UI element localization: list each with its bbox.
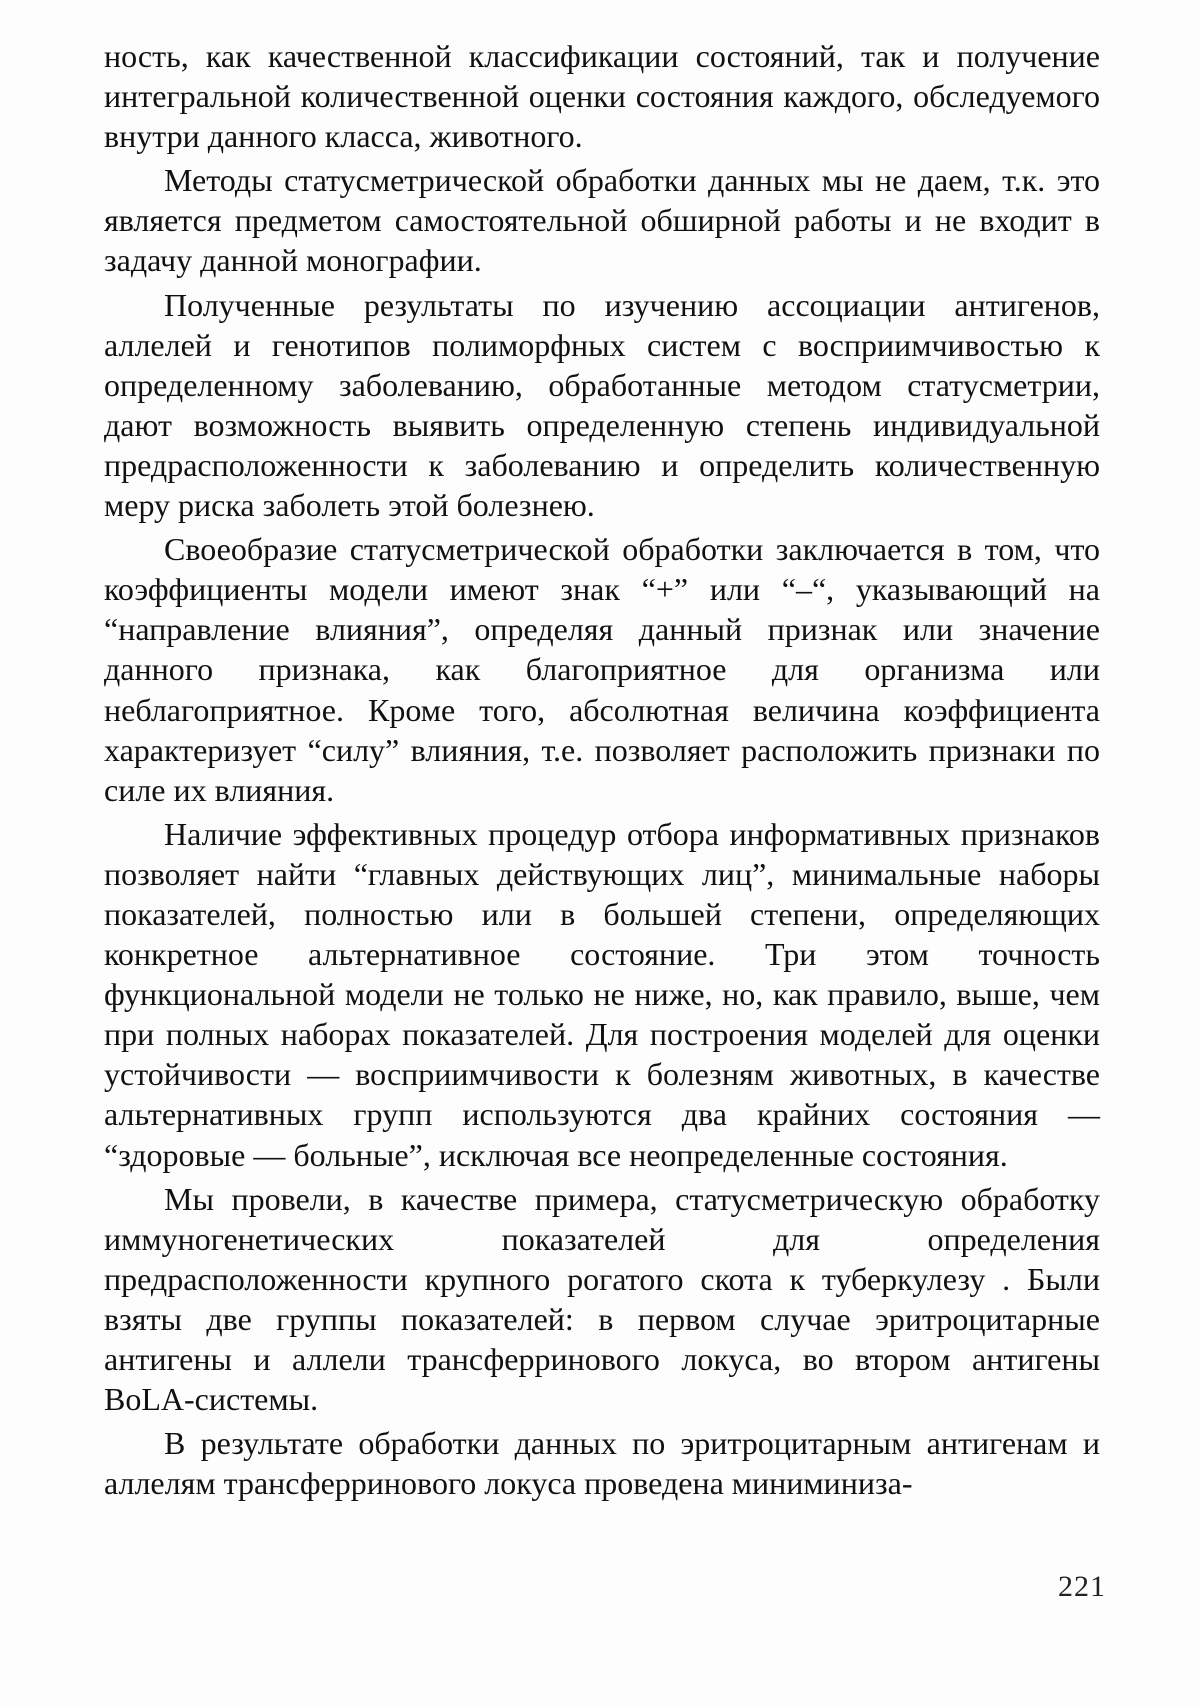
paragraph-5: Наличие эффективных процедур отбора информативных признаков позволяет найти “главных действующих лиц”, минимальные наборы показателей, полностью или в большей степени, определяющих конкретное альтернативное состояние. Три этом точность функциональной модели не только не ниже, но, как правило, выше, чем при полных наборах показателей. Для построения моделей для оценки устойчивости — восприимчивости к болезням животных, в качестве альтернативных групп используются два крайних состояния — “здоровые — больные”, исключая все неопределенные состояния.: [104, 815, 1100, 1173]
paragraph-2: Методы статусметрической обработки данных мы не даем, т.к. это является предметом самостоятельной обширной работы и не входит в задачу данной монографии.: [104, 162, 1100, 279]
paragraph-1: ность, как качественной классификации состояний, так и получение интегральной количественной оценки состояния каждого, обследуемого внутри данного класса, животного.: [104, 38, 1100, 155]
paragraph-7: В результате обработки данных по эритроцитарным антигенам и аллелям трансферринового локуса проведена миниминиза-: [104, 1425, 1100, 1502]
paragraph-4: Своеобразие статусметрической обработки заключается в том, что коэффициенты модели имеют знак “+” или “–“, указывающий на “направление влияния”, определяя данный признак или значение данного признака, как благоприятное для организма или неблагоприятное. Кроме того, абсолютная величина коэффициента характеризует “силу” влияния, т.е. позволяет расположить признаки по силе их влияния.: [104, 531, 1100, 808]
page-number: 221: [1058, 1570, 1106, 1603]
body-text: [104, 36, 1100, 1507]
paragraph-6: Мы провели, в качестве примера, статусметрическую обработку иммуногенетических показателей для определения предрасположенности крупного рогатого скота к туберкулезу . Были взяты две группы показателей: в первом случае эритроцитарные антигены и аллели трансферринового локуса, во втором антигены BoLA-системы.: [104, 1180, 1100, 1418]
paragraph-3: Полученные результаты по изучению ассоциации антигенов, аллелей и генотипов полиморфных систем с восприимчивостью к определенному заболеванию, обработанные методом статусметрии, дают возможность выявить определенную степень индивидуальной предрасположенности к заболеванию и определить количественную меру риска заболеть этой болезнею.: [104, 286, 1100, 524]
